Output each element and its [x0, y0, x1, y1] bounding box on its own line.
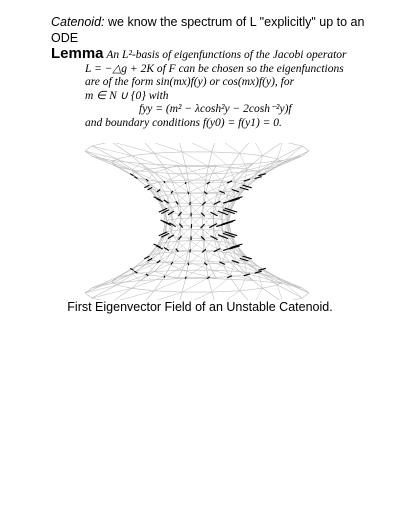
mesh-edge	[141, 279, 178, 281]
vector-arrow	[255, 177, 262, 179]
mesh-edge	[212, 292, 217, 300]
lemma-line-3: are of the form sin(mx)f(y) or cos(mx)f(y), for	[85, 76, 295, 88]
mesh-edge	[247, 156, 263, 170]
vector-arrow	[190, 202, 191, 205]
mesh-edge	[141, 291, 154, 300]
mesh-edge	[235, 247, 236, 261]
vector-arrow	[190, 249, 191, 252]
heading-text: we know the spectrum of L "explicitly" up to an	[104, 15, 365, 29]
lemma-keyword: Lemma	[51, 45, 104, 62]
mesh-edge	[253, 160, 283, 163]
mesh-edge	[206, 192, 222, 193]
mesh-edge	[132, 175, 147, 187]
catenoid-figure	[80, 143, 315, 300]
mesh-edge	[240, 288, 263, 291]
lemma-equation: fyy = (m² − λcosh²y − 2cosh⁻²y)f	[139, 103, 292, 115]
mesh-edge	[262, 288, 282, 300]
mesh-edge	[223, 195, 228, 207]
mesh-edge	[283, 143, 302, 146]
mesh-edge	[206, 264, 209, 278]
mesh-edge	[208, 166, 229, 167]
mesh-edge	[212, 152, 240, 153]
mesh-edge	[141, 143, 182, 152]
heading-catenoid-label: Catenoid:	[51, 15, 105, 29]
mesh-edge	[154, 173, 182, 174]
mesh-edge	[111, 280, 141, 283]
mesh-edge	[190, 238, 203, 251]
mesh-edge	[206, 180, 222, 181]
mesh-edge	[154, 152, 182, 153]
mesh-edge	[172, 180, 188, 181]
mesh-edge	[182, 278, 208, 292]
lemma-block	[51, 47, 381, 130]
mesh-edge	[132, 156, 148, 170]
mesh-edge	[132, 288, 155, 291]
mesh-edge	[178, 143, 212, 152]
mesh-edge	[186, 183, 189, 193]
figure-caption: First Eigenvector Field of an Unstable Catenoid.	[67, 300, 333, 314]
mesh-edge	[163, 222, 165, 234]
mesh-edge	[186, 264, 206, 278]
mesh-edge	[206, 251, 209, 261]
mesh-edge	[235, 182, 236, 196]
lemma-line-4: m ∈ N ∪ {0} with	[85, 89, 169, 102]
mesh-edge	[117, 285, 132, 288]
mesh-edge	[165, 235, 171, 236]
mesh-edge	[171, 230, 180, 231]
mesh-edge	[240, 291, 253, 300]
mesh-edge	[171, 237, 180, 238]
lemma-line-6: and boundary conditions f(y0) = f(y1) = 0.	[85, 116, 282, 129]
vector-arrow	[188, 192, 189, 195]
mesh-edge	[154, 291, 182, 292]
mesh-edge	[166, 194, 177, 195]
vector-arrow	[243, 185, 252, 188]
mesh-edge	[111, 291, 154, 300]
mesh-edge	[172, 251, 188, 252]
mesh-edge	[85, 146, 92, 151]
mesh-edge	[253, 288, 262, 300]
mesh-edge	[188, 180, 190, 193]
mesh-edge	[230, 277, 240, 291]
mesh-edge	[191, 206, 203, 218]
mesh-edge	[204, 241, 217, 242]
mesh-edge	[164, 277, 185, 278]
mesh-edge	[177, 241, 190, 242]
slide-heading	[51, 14, 381, 46]
mesh-edge	[141, 143, 154, 153]
mesh-edge	[253, 143, 262, 156]
mesh-edge	[262, 285, 277, 288]
mesh-edge	[208, 278, 212, 292]
mesh-edge	[204, 251, 206, 264]
mesh-edge	[111, 288, 131, 300]
mesh-edge	[204, 180, 206, 193]
mesh-edge	[240, 153, 263, 156]
mesh-edge	[164, 252, 172, 262]
mesh-edge	[172, 252, 186, 261]
mesh-edge	[154, 272, 177, 279]
mesh-edge	[253, 280, 283, 283]
mesh-edge	[212, 143, 217, 152]
mesh-edge	[230, 167, 236, 182]
mesh-edge	[178, 292, 212, 300]
mesh-edge	[141, 164, 178, 166]
mesh-edge	[203, 214, 214, 215]
mesh-edge	[302, 293, 309, 298]
mesh-edge	[147, 275, 164, 277]
mesh-edge	[247, 275, 263, 289]
mesh-edge	[132, 275, 148, 289]
mesh-edge	[117, 274, 132, 277]
mesh-edge	[203, 230, 214, 231]
mesh-edge	[188, 180, 204, 193]
vector-arrow	[164, 181, 165, 183]
mesh-edge	[132, 153, 155, 156]
catenoid-mesh	[85, 143, 309, 300]
mesh-edge	[180, 206, 191, 207]
mesh-edge	[203, 218, 213, 219]
vector-arrow	[171, 262, 173, 265]
vector-arrow	[164, 276, 165, 278]
mesh-edge	[222, 263, 230, 277]
mesh-edge	[111, 143, 154, 153]
mesh-edge	[203, 238, 214, 239]
mesh-edge	[283, 284, 302, 288]
mesh-edge	[85, 293, 92, 298]
mesh-edge	[177, 241, 188, 251]
mesh-edge	[181, 226, 191, 227]
mesh-edge	[180, 214, 191, 215]
lemma-line-2: L = −△g + 2K of F can be chosen so the eigenfunctions	[85, 62, 344, 75]
mesh-edge	[222, 167, 230, 181]
mesh-edge	[181, 218, 191, 219]
mesh-edge	[154, 262, 164, 272]
mesh-edge	[262, 167, 277, 170]
mesh-edge	[150, 182, 159, 184]
mesh-edge	[171, 213, 180, 214]
mesh-edge	[262, 274, 277, 277]
mesh-edge	[180, 230, 191, 231]
mesh-edge	[186, 166, 206, 180]
mesh-edge	[262, 156, 277, 159]
mesh-edge	[235, 182, 244, 184]
mesh-edge	[182, 278, 186, 292]
mesh-edge	[186, 166, 189, 180]
mesh-edge	[92, 143, 111, 146]
mesh-edge	[230, 153, 240, 167]
mesh-edge	[212, 291, 240, 292]
heading-text-line2: ODE	[51, 31, 79, 45]
mesh-edge	[206, 183, 209, 193]
mesh-edge	[206, 166, 209, 180]
mesh-edge	[117, 156, 132, 159]
mesh-edge	[203, 206, 214, 207]
mesh-edge	[188, 251, 208, 261]
mesh-edge	[159, 182, 177, 194]
mesh-edge	[171, 206, 180, 207]
mesh-edge	[188, 251, 204, 264]
mesh-edge	[204, 193, 214, 206]
mesh-edge	[240, 143, 253, 153]
mesh-edge	[164, 166, 185, 167]
mesh-edge	[164, 182, 172, 192]
lemma-line-1: An L²-basis of eigenfunctions of the Jacobi operator	[106, 49, 347, 61]
mesh-edge	[208, 174, 212, 183]
mesh-edge	[186, 251, 189, 261]
mesh-edge	[186, 264, 189, 278]
mesh-edge	[180, 238, 191, 239]
mesh-edge	[216, 143, 239, 153]
mesh-edge	[147, 167, 164, 169]
mesh-edge	[208, 261, 212, 270]
mesh-edge	[206, 263, 222, 264]
mesh-edge	[154, 270, 182, 271]
mesh-edge	[154, 173, 164, 183]
mesh-edge	[182, 152, 208, 166]
mesh-edge	[172, 263, 188, 264]
mesh-edge	[154, 165, 177, 172]
mesh-edge	[117, 159, 136, 172]
mesh-edge	[182, 152, 186, 166]
mesh-edge	[216, 291, 239, 300]
vector-arrow	[188, 263, 189, 266]
mesh-edge	[302, 146, 309, 151]
mesh-edge	[213, 218, 222, 219]
mesh-edge	[277, 277, 309, 293]
mesh-edge	[190, 193, 203, 206]
mesh-edge	[172, 183, 186, 192]
mesh-edge	[180, 230, 190, 241]
mesh-edge	[262, 143, 282, 156]
mesh-edge	[208, 152, 212, 166]
mesh-edge	[147, 262, 164, 264]
mesh-edge	[111, 143, 131, 156]
